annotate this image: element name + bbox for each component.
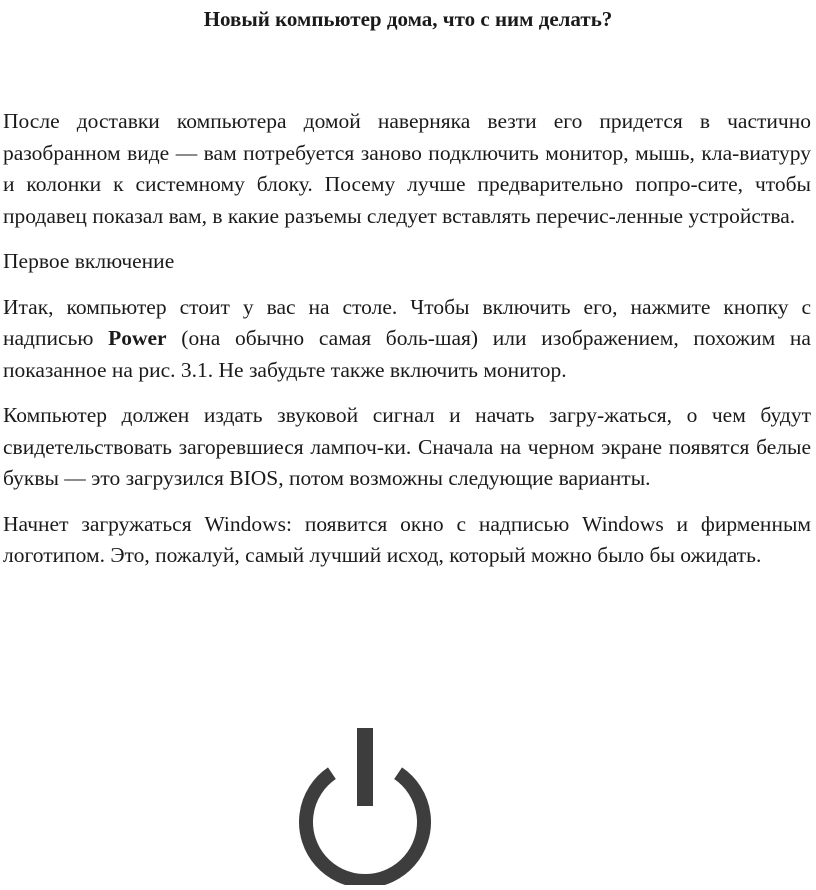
page-title: Новый компьютер дома, что с ним делать? [203, 7, 613, 31]
paragraph-boot-signal: Компьютер должен издать звуковой сигнал и начать загру-жаться, о чем будут свидетельствовать загоревшиеся лампоч-ки. Сначала на черном экране появятся белые буквы — это загрузился BIOS, потом возможны следующие варианты. [3, 403, 811, 490]
section-heading-first-start: Первое включение [3, 249, 175, 273]
paragraph-power-on-end: (она обычно самая боль-шая) или изображением, похожим на показанное на рис. 3.1. Не забудьте также включить монитор. [3, 326, 811, 382]
document-body [3, 106, 811, 586]
paragraph-windows-loading: Начнет загружаться Windows: появится окно с надписью Windows и фирменным логотипом. Это, пожалуй, самый лучший исход, который можно было бы ожидать. [3, 511, 811, 567]
power-icon [295, 725, 435, 885]
power-keyword: Power [108, 326, 167, 350]
power-icon-bar [357, 728, 373, 806]
power-figure [295, 725, 435, 885]
paragraph-delivery: После доставки компьютера домой наверняка везти его придется в частично разобранном виде — вам потребуется заново подключить монитор, мышь, кла-виатуру и колонки к системному блоку. Посему лучше предварительно попро-сите, чтобы продавец показал вам, в какие разъемы следует вставлять перечис-ленные устройства. [3, 109, 811, 228]
paragraph-power-on [3, 292, 811, 387]
paragraph-power-on-start: Итак, компьютер стоит у вас на столе. Чтобы включить его, нажмите кнопку с надписью [3, 294, 811, 350]
